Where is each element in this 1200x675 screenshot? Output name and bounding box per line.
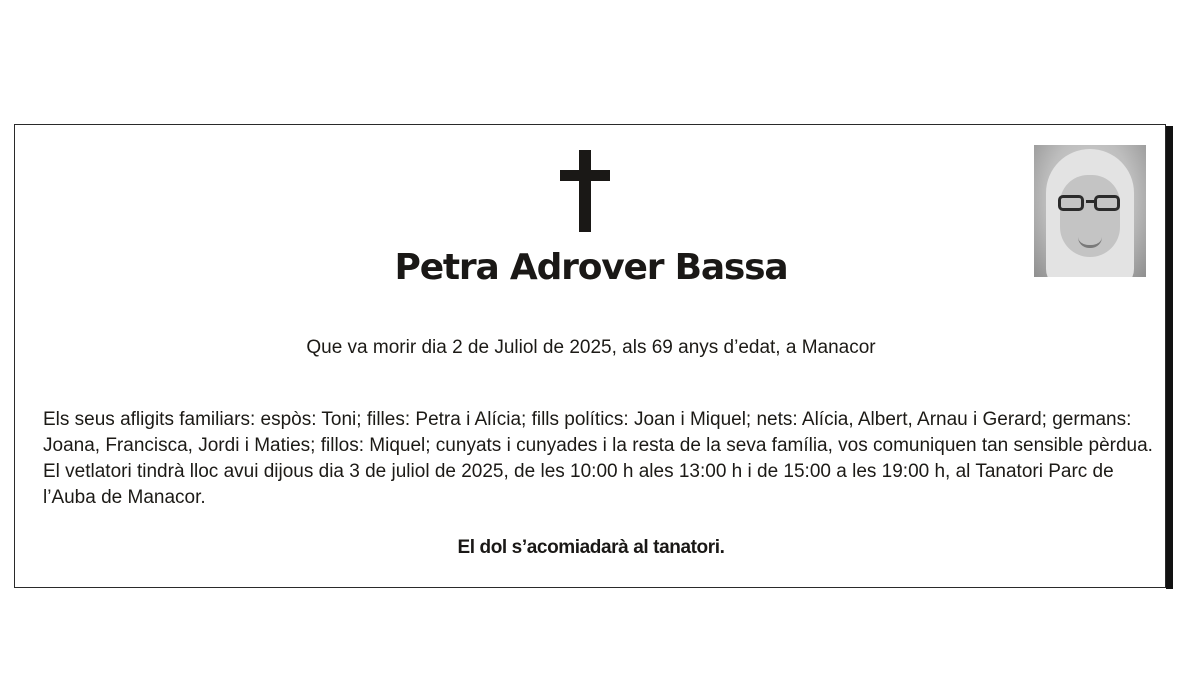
cross-icon <box>560 150 610 232</box>
notice-shadow <box>1166 126 1173 589</box>
family-paragraph: Els seus afligits familiars: espòs: Toni; filles: Petra i Alícia; fills polítics: Joan i Miquel; nets: Alícia, Albert, Arnau i Gerard; germans: Joana, Francisca, Jordi i Maties; fillos: Miquel; cunyats i cunyades i la resta de la seva família, vos comuniquen tan sensible pèrdua. <box>43 409 1153 456</box>
death-details: Que va morir dia 2 de Juliol de 2025, als 69 anys d’edat, a Manacor <box>306 337 876 358</box>
deceased-name: Petra Adrover Bassa <box>394 247 788 288</box>
closing-line: El dol s’acomiadarà al tanatori. <box>457 537 725 558</box>
portrait-photo <box>1034 145 1146 277</box>
notice-body <box>43 407 1153 511</box>
obituary-notice <box>14 124 1166 588</box>
wake-paragraph: El vetlatori tindrà lloc avui dijous dia 3 de juliol de 2025, de les 10:00 h ales 13:00 h i de 15:00 a les 19:00 h, al Tanatori Parc de l’Auba de Manacor. <box>43 461 1114 508</box>
